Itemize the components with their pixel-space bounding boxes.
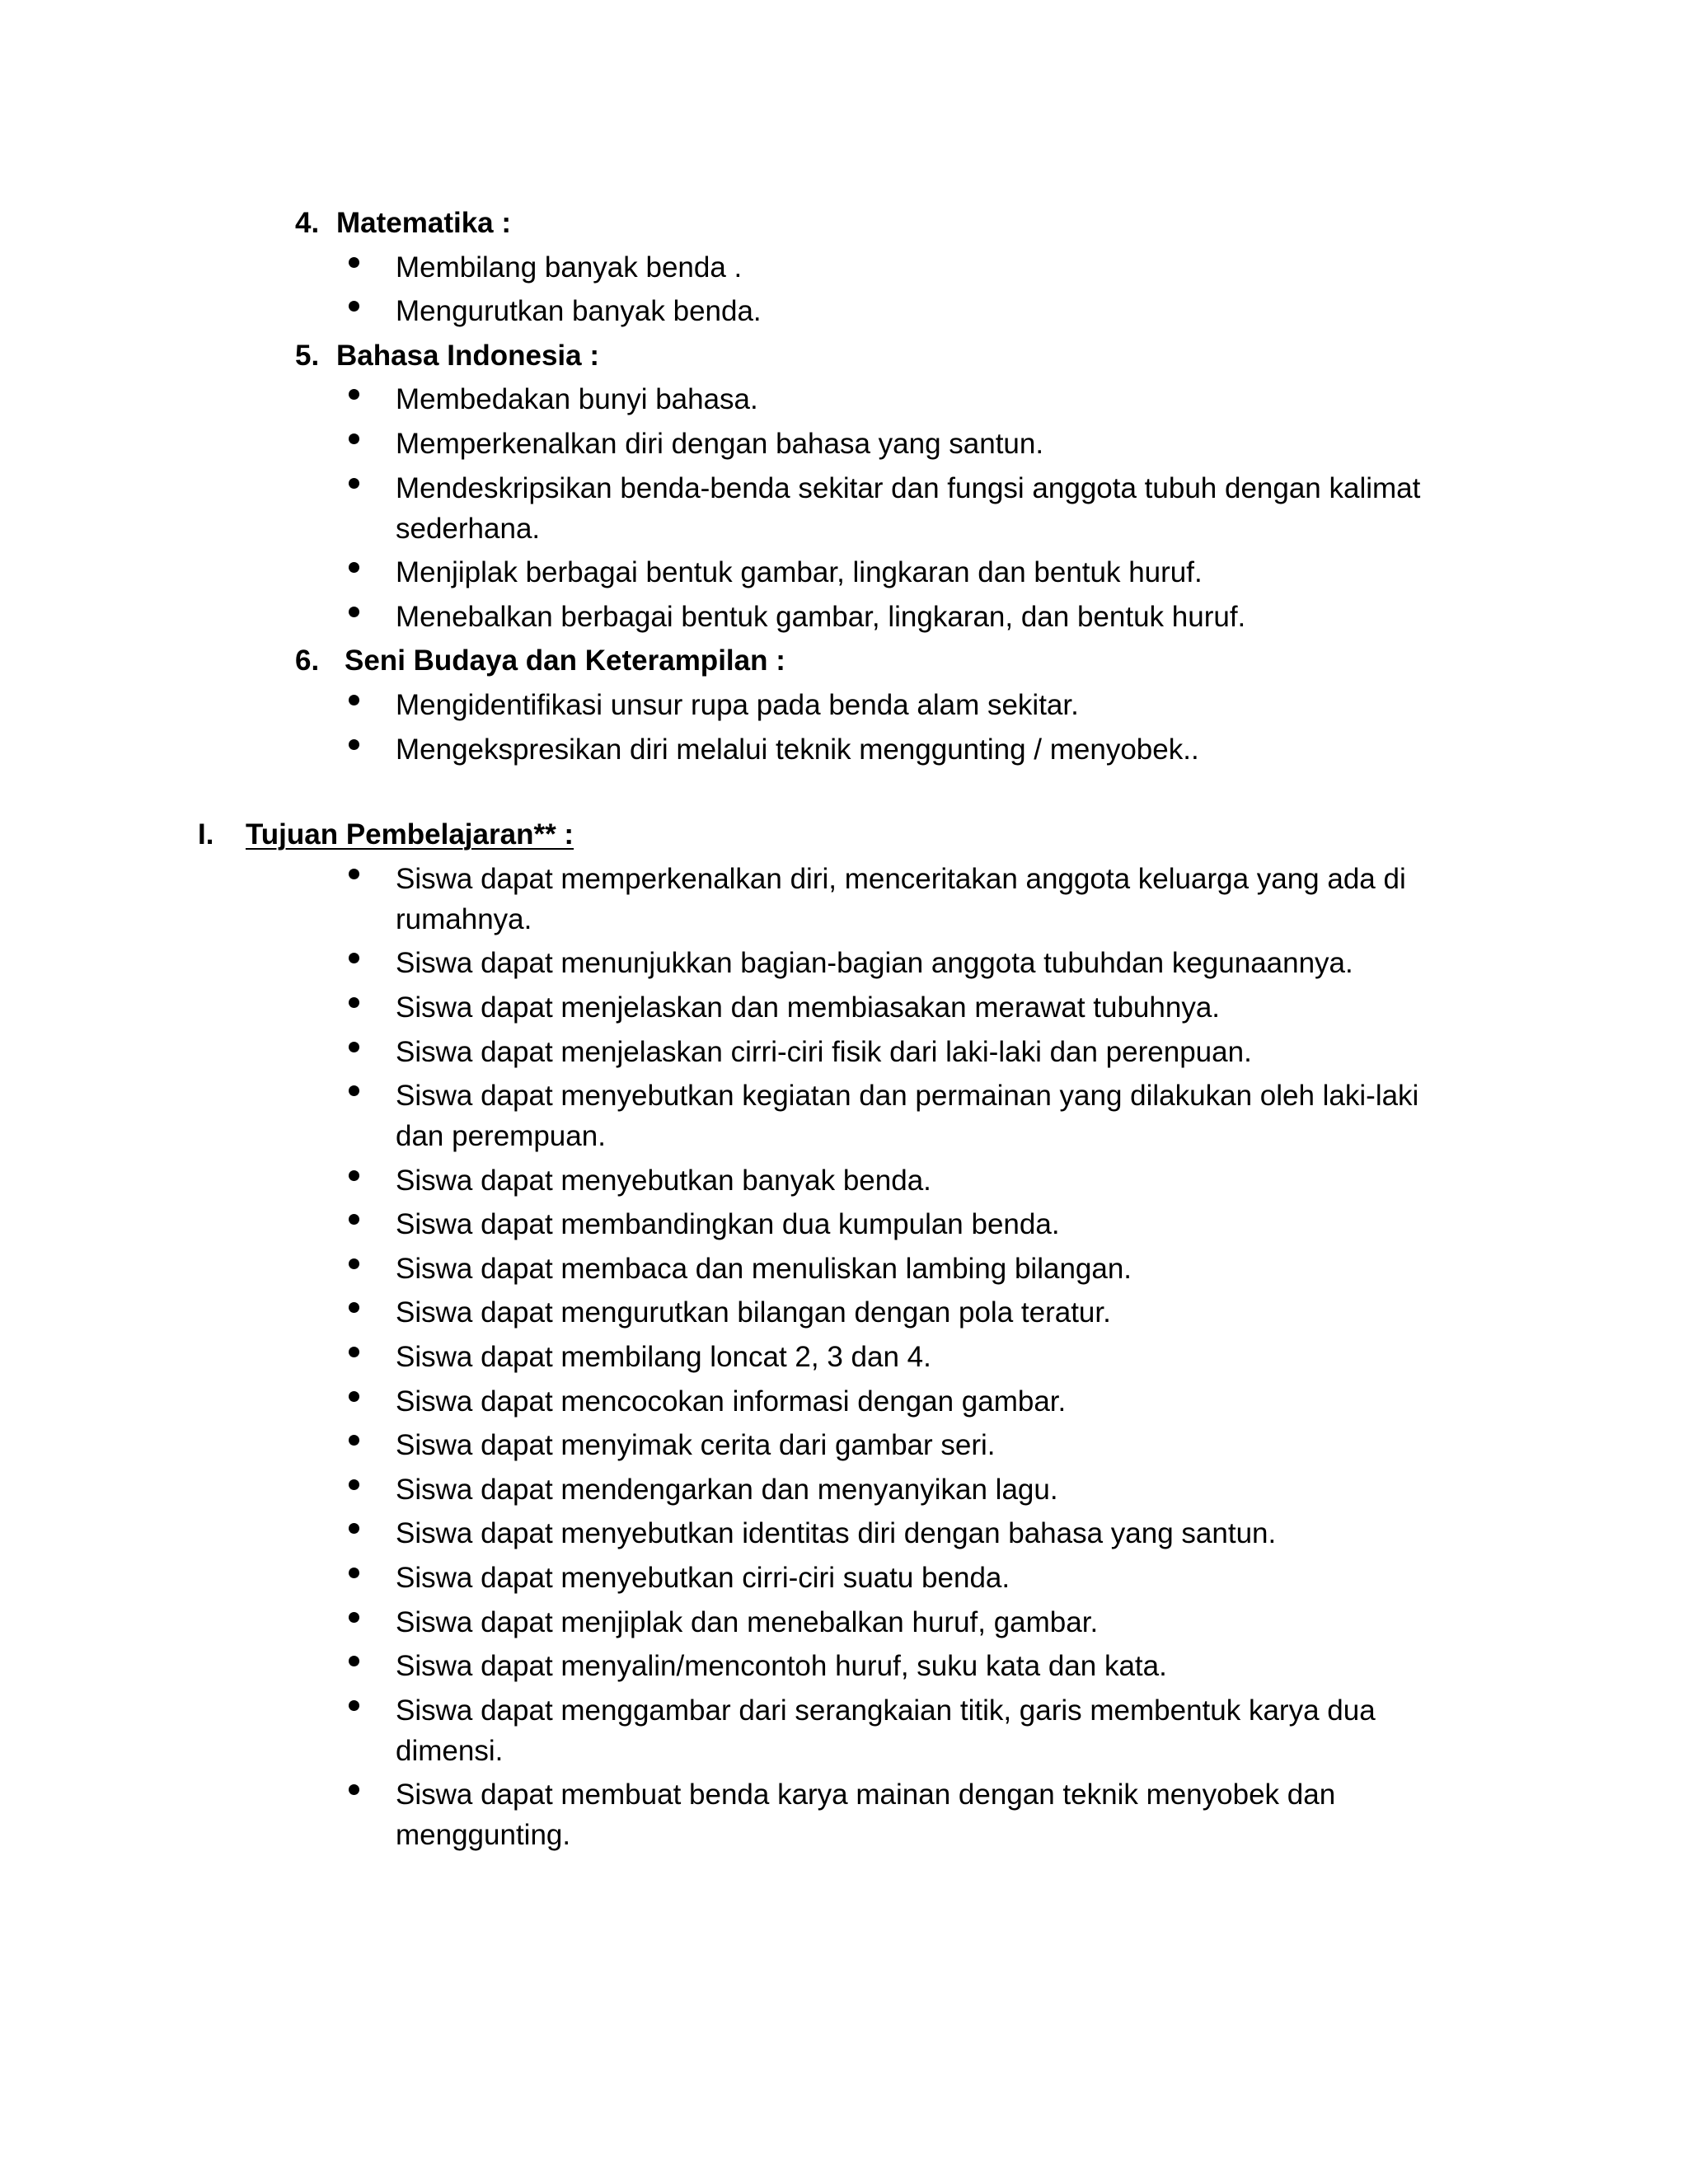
subject-list-seni-budaya: [198, 683, 1484, 771]
list-item: Siswa dapat mengurutkan bilangan dengan pola teratur.: [396, 1291, 1484, 1335]
bullet-icon: [349, 257, 359, 268]
list-item: Mendeskripsikan benda-benda sekitar dan fungsi anggota tubuh dengan kalimat sederhana.: [396, 466, 1484, 551]
document-content: [198, 201, 1484, 1858]
bullet-icon: [349, 869, 359, 879]
list-item: Siswa dapat menyimak cerita dari gambar seri.: [396, 1423, 1484, 1468]
list-item: Siswa dapat menjelaskan dan membiasakan merawat tubuhnya.: [396, 986, 1484, 1030]
list-item: Siswa dapat menyebutkan kegiatan dan permainan yang dilakukan oleh laki-laki dan perempuan.: [396, 1074, 1484, 1159]
list-item: Siswa dapat membaca dan menuliskan lambing bilangan.: [396, 1247, 1484, 1291]
bullet-icon: [349, 953, 359, 963]
section-number: I.: [198, 818, 214, 851]
section-heading-underlined: [198, 818, 574, 851]
bullet-icon: [349, 1435, 359, 1446]
list-item: Siswa dapat menjiplak dan menebalkan huruf, gambar.: [396, 1601, 1484, 1645]
bullet-icon: [349, 1170, 359, 1181]
subject-heading-bahasa-indonesia: [295, 334, 1484, 378]
bullet-icon: [349, 478, 359, 489]
subject-number: 4.: [295, 207, 320, 239]
list-item: Menjiplak berbagai bentuk gambar, lingkaran dan bentuk huruf.: [396, 551, 1484, 595]
bullet-icon: [349, 1085, 359, 1096]
list-item: Mengurutkan banyak benda.: [396, 289, 1484, 334]
subject-number: 6.: [295, 644, 320, 677]
subject-title: Matematika :: [336, 207, 512, 239]
list-item: Siswa dapat menjelaskan cirri-ciri fisik dari laki-laki dan perenpuan.: [396, 1030, 1484, 1075]
list-item: Siswa dapat menyebutkan banyak benda.: [396, 1159, 1484, 1203]
section-spacer: [198, 771, 1484, 813]
list-item: Memperkenalkan diri dengan bahasa yang santun.: [396, 422, 1484, 466]
bullet-icon: [349, 739, 359, 750]
bullet-icon: [349, 301, 359, 312]
bullet-icon: [349, 562, 359, 573]
list-item: Siswa dapat membandingkan dua kumpulan benda.: [396, 1202, 1484, 1247]
list-item: Membilang banyak benda .: [396, 246, 1484, 290]
list-item: Siswa dapat menyebutkan cirri-ciri suatu benda.: [396, 1556, 1484, 1601]
bullet-icon: [349, 389, 359, 400]
subject-title: Seni Budaya dan Keterampilan :: [345, 644, 785, 677]
list-item: Siswa dapat mencocokan informasi dengan gambar.: [396, 1380, 1484, 1424]
list-item: Siswa dapat mendengarkan dan menyanyikan lagu.: [396, 1468, 1484, 1512]
subject-list-bahasa-indonesia: [198, 377, 1484, 639]
bullet-icon: [349, 1568, 359, 1578]
bullet-icon: [349, 1612, 359, 1623]
list-item: Siswa dapat menyalin/mencontoh huruf, suku kata dan kata.: [396, 1644, 1484, 1689]
list-item: Mengidentifikasi unsur rupa pada benda alam sekitar.: [396, 683, 1484, 728]
bullet-icon: [349, 1302, 359, 1313]
bullet-icon: [349, 607, 359, 617]
subject-heading-matematika: [295, 201, 1484, 246]
section-heading-tujuan: [198, 813, 1484, 857]
bullet-icon: [349, 695, 359, 705]
list-item: Siswa dapat membuat benda karya mainan dengan teknik menyobek dan menggunting.: [396, 1773, 1484, 1858]
bullet-icon: [349, 1523, 359, 1534]
bullet-icon: [349, 1391, 359, 1402]
bullet-icon: [349, 1700, 359, 1711]
bullet-icon: [349, 1042, 359, 1052]
bullet-icon: [349, 1214, 359, 1225]
list-item: Siswa dapat memperkenalkan diri, menceritakan anggota keluarga yang ada di rumahnya.: [396, 857, 1484, 942]
bullet-icon: [349, 1784, 359, 1795]
bullet-icon: [349, 1656, 359, 1666]
subject-number: 5.: [295, 339, 320, 372]
bullet-icon: [349, 1347, 359, 1357]
subject-heading-seni-budaya: [295, 639, 1484, 683]
list-item: Mengekspresikan diri melalui teknik menggunting / menyobek..: [396, 728, 1484, 772]
bullet-icon: [349, 434, 359, 444]
list-item: Siswa dapat menyebutkan identitas diri dengan bahasa yang santun.: [396, 1511, 1484, 1556]
list-item: Membedakan bunyi bahasa.: [396, 377, 1484, 422]
subject-list-matematika: [198, 246, 1484, 334]
bullet-icon: [349, 1258, 359, 1269]
list-item: Siswa dapat menggambar dari serangkaian titik, garis membentuk karya dua dimensi.: [396, 1689, 1484, 1774]
list-item: Siswa dapat menunjukkan bagian-bagian anggota tubuhdan kegunaannya.: [396, 941, 1484, 986]
list-item: Menebalkan berbagai bentuk gambar, lingkaran, dan bentuk huruf.: [396, 595, 1484, 640]
bullet-icon: [349, 1479, 359, 1490]
subject-title: Bahasa Indonesia :: [336, 339, 599, 372]
section-list-tujuan: [198, 857, 1484, 1858]
list-item: Siswa dapat membilang loncat 2, 3 dan 4.: [396, 1335, 1484, 1380]
bullet-icon: [349, 997, 359, 1008]
section-title: Tujuan Pembelajaran** :: [246, 818, 574, 851]
